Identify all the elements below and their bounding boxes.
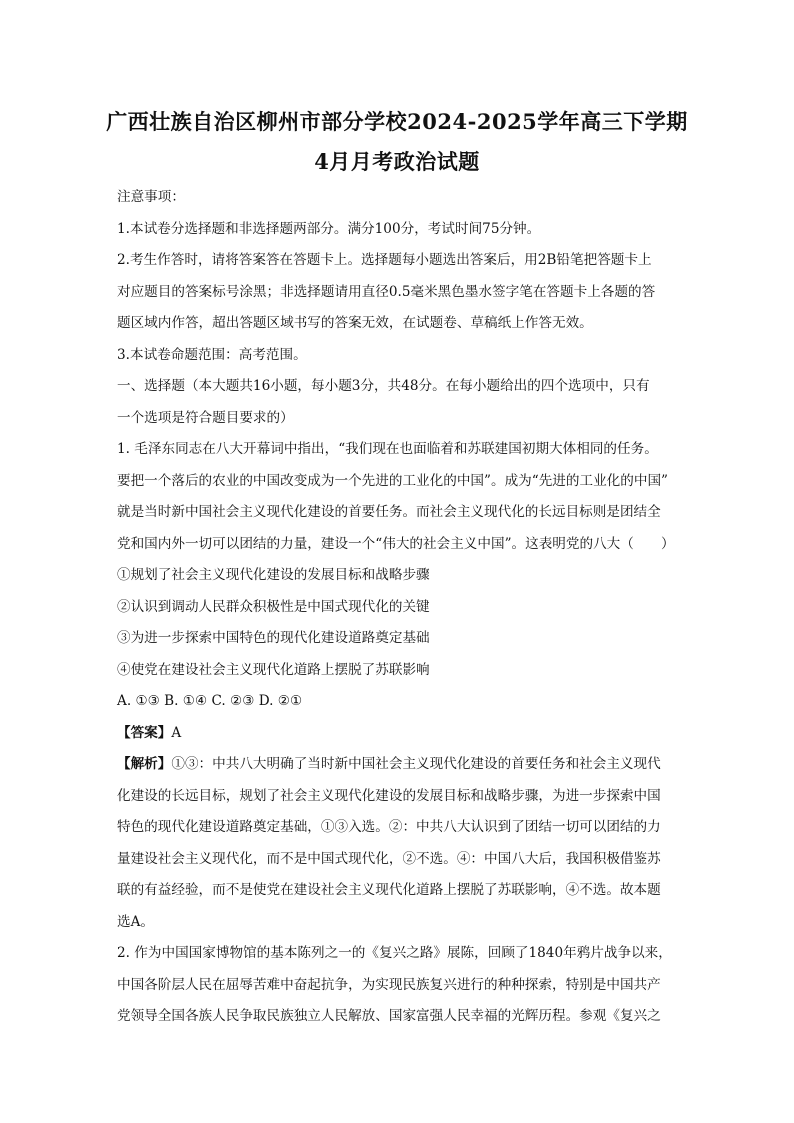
q1-stem-line-2: 要把一个落后的农业的中国改变成为一个先进的工业化的中国”。成为“先进的工业化的中国” (117, 472, 669, 489)
q1-analysis-line-2: 化建设的长远目标，规划了社会主义现代化建设的发展目标和战略步骤，为进一步探索中国 (117, 787, 661, 804)
q1-analysis-line-5: 联的有益经验，而不是使党在建设社会主义现代化道路上摆脱了苏联影响，④不选。故本题 (117, 882, 661, 898)
q2-stem-line-3: 党领导全国各族人民争取民族独立人民解放、国家富强人民幸福的光辉历程。参观《复兴之 (117, 1008, 661, 1024)
notice-item-3: 3.本试卷命题范围：高考范围。 (117, 346, 307, 363)
analysis-label: 【解析】 (117, 756, 172, 772)
q1-stem-line-3: 就是当时新中国社会主义现代化建设的首要任务。而社会主义现代化的长远目标则是团结全 (117, 504, 661, 520)
q1-answer (117, 718, 689, 750)
q1-option-4: ④使党在建设社会主义现代化道路上摆脱了苏联影响 (117, 661, 430, 678)
document-title-line-1: 广西壮族自治区柳州市部分学校2024-2025学年高三下学期 (106, 109, 688, 134)
q1-analysis-line-1 (117, 749, 689, 781)
q1-stem-line-1: 1. 毛泽东同志在八大开幕词中指出，“我们现在也面临着和苏联建国初期大体相同的任务。 (117, 441, 658, 457)
q1-analysis-line-3: 特色的现代化建设道路奠定基础，①③入选。②：中共八大认识到了团结一切可以团结的力 (117, 819, 661, 835)
answer-label: 【答案】 (117, 724, 172, 741)
q1-choices: A. ①③ B. ①④ C. ②③ D. ②① (117, 693, 303, 709)
q1-option-1: ①规划了社会主义现代化建设的发展目标和战略步骤 (117, 567, 430, 583)
document-title-line-2: 4月月考政治试题 (314, 149, 480, 174)
notice-heading: 注意事项： (117, 189, 185, 205)
analysis-text: ①③：中共八大明确了当时新中国社会主义现代化建设的首要任务和社会主义现代 (171, 756, 661, 772)
q2-stem-line-1: 2. 作为中国国家博物馆的基本陈列之一的《复兴之路》展陈，回顾了1840年鸦片战争以来， (117, 945, 672, 961)
q2-stem-line-2: 中国各阶层人民在屈辱苦难中奋起抗争，为实现民族复兴进行的种种探索，特别是中国共产 (117, 976, 661, 993)
notice-item-1: 1.本试卷分选择题和非选择题两部分。满分100分，考试时间75分钟。 (117, 220, 541, 237)
q1-option-3: ③为进一步探索中国特色的现代化建设道路奠定基础 (117, 630, 430, 646)
answer-value: A (171, 724, 182, 741)
section-heading-line-1: 一、选择题（本大题共16小题，每小题3分，共48分。在每小题给出的四个选项中，只有 (117, 378, 650, 394)
q1-analysis-line-6: 选A。 (117, 913, 155, 930)
q1-stem-line-4: 党和国内外一切可以团结的力量，建设一个“伟大的社会主义中国”。这表明党的八大（ ） (117, 535, 675, 552)
notice-item-2-line-1: 2.考生作答时，请将答案答在答题卡上。选择题每小题选出答案后，用2B铅笔把答题卡上 (117, 252, 652, 268)
document-body (117, 182, 689, 1033)
section-heading-line-2: 一个选项是符合题目要求的） (117, 409, 294, 426)
notice-item-2-line-2: 对应题目的答案标号涂黑；非选择题请用直径0.5毫米黑色墨水签字笔在答题卡上各题的答 (117, 283, 656, 300)
notice-item-2-line-3: 题区域内作答，超出答题区域书写的答案无效，在试题卷、草稿纸上作答无效。 (117, 315, 593, 331)
q1-analysis-line-4: 量建设社会主义现代化，而不是中国式现代化，②不选。④：中国八大后，我国积极借鉴苏 (117, 850, 661, 867)
q1-option-2: ②认识到调动人民群众积极性是中国式现代化的关键 (117, 598, 430, 615)
